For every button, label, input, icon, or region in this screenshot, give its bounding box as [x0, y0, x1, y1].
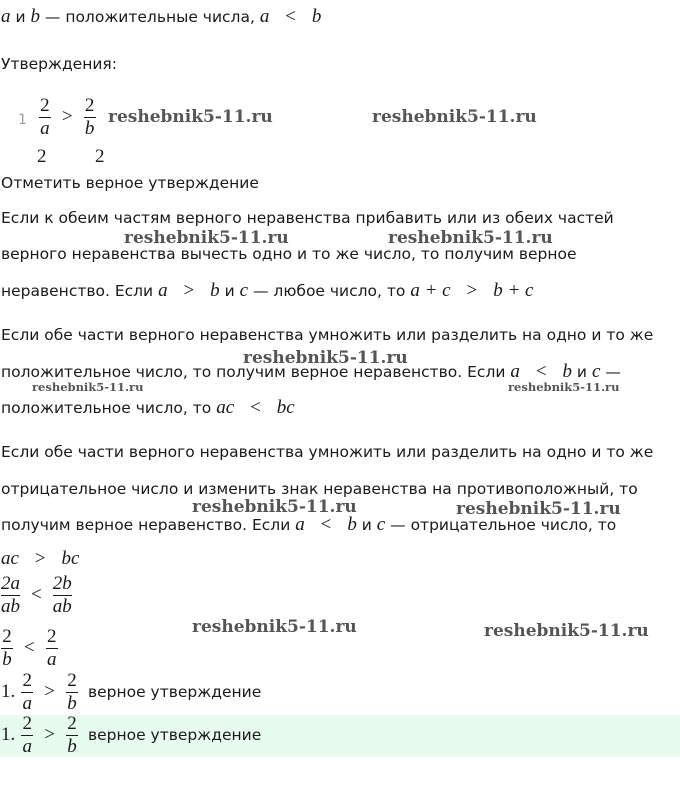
math-bc: bc	[61, 548, 80, 569]
numerator: 2	[22, 670, 32, 691]
answer-text: верное утверждение	[87, 726, 262, 744]
statement-tail-b: 2	[95, 146, 105, 167]
fraction-2-over-a	[39, 96, 51, 138]
numerator: 2	[2, 626, 12, 647]
rule2-line1: Если обе части верного неравенства умножить или разделить на одно и то же	[1, 326, 654, 344]
answer-line	[1, 714, 261, 756]
denominator: b	[67, 736, 77, 757]
numerator: 2	[67, 713, 77, 734]
text: положительное число, то	[1, 399, 212, 417]
denominator: ab	[1, 596, 20, 617]
op-lt: <	[320, 514, 332, 535]
op-lt: <	[250, 397, 261, 418]
fraction-2-over-b	[84, 96, 96, 138]
text: — любое число, то	[253, 282, 406, 300]
math-a: a	[510, 361, 520, 382]
fraction-2-over-b	[66, 714, 78, 756]
op-gt: >	[44, 681, 55, 702]
statement-1	[18, 96, 96, 138]
denominator: b	[2, 649, 12, 670]
derivation-step1	[1, 548, 79, 570]
watermark: reshebnik5-11.ru	[108, 107, 273, 127]
numerator: 2	[40, 95, 50, 116]
math-b: b	[210, 280, 220, 301]
task-text: Отметить верное утверждение	[1, 174, 259, 192]
item-number: 1.	[1, 724, 16, 745]
text: положительное число, то получим верное неравенство. Если	[1, 363, 506, 381]
greater-sign: >	[61, 106, 73, 127]
math-ac: ac	[216, 397, 235, 418]
and-word: и	[224, 282, 235, 300]
rule1-line2: верного неравенства вычесть одно и то же число, то получим верное	[1, 245, 577, 263]
op-gt: >	[44, 724, 55, 745]
denominator: b	[84, 118, 95, 139]
math-a: a	[158, 280, 168, 301]
item-number: 1.	[1, 681, 16, 702]
denominator: a	[22, 693, 32, 714]
watermark: reshebnik5-11.ru	[192, 497, 357, 517]
numerator: 2	[84, 95, 95, 116]
rel-a: a	[259, 6, 270, 27]
text: неравенство. Если	[1, 282, 154, 300]
var-b: b	[30, 6, 40, 27]
numerator: 2	[67, 670, 77, 691]
dash: —	[605, 363, 621, 381]
math-c: c	[239, 280, 249, 301]
condition-text: — положительные числа,	[44, 8, 255, 26]
op-lt: <	[535, 361, 547, 382]
rule1-line1: Если к обеим частям верного неравенства прибавить или из обеих частей	[1, 209, 614, 227]
numerator: 2	[22, 713, 32, 734]
watermark: reshebnik5-11.ru	[243, 348, 408, 368]
rule3-line1: Если обе части верного неравенства умножить или разделить на одно и то же	[1, 443, 654, 461]
math-ac: ac	[1, 548, 19, 569]
op-gt: >	[466, 280, 478, 301]
text: — отрицательное число, то	[390, 516, 617, 534]
rule1-line3	[1, 280, 533, 302]
fraction-2a-over-ab	[1, 574, 20, 616]
and-word: и	[15, 8, 26, 26]
numerator: 2	[46, 626, 57, 647]
math-c: c	[591, 361, 601, 382]
math-b: b	[347, 514, 357, 535]
fraction-2-over-b	[66, 671, 78, 713]
and-word: и	[576, 363, 587, 381]
math-a-plus-c: a + c	[410, 280, 451, 301]
condition-line	[1, 6, 321, 28]
watermark: reshebnik5-11.ru	[484, 621, 649, 641]
denominator: b	[67, 693, 77, 714]
denominator: a	[46, 649, 57, 670]
rel-op: <	[285, 6, 296, 27]
watermark: reshebnik5-11.ru	[388, 228, 553, 248]
denominator: ab	[52, 596, 72, 617]
math-b: b	[562, 361, 572, 382]
math-b-plus-c: b + c	[493, 280, 534, 301]
statements-label: Утверждения:	[1, 55, 117, 73]
fraction-2b-over-ab	[53, 574, 72, 616]
rule3-line2: отрицательное число и изменить знак неравенства на противоположный, то	[1, 480, 638, 498]
and-word: и	[361, 516, 372, 534]
fraction-2-over-a	[21, 671, 33, 713]
watermark: reshebnik5-11.ru	[124, 228, 289, 248]
math-c: c	[376, 514, 386, 535]
text: получим верное неравенство. Если	[1, 516, 291, 534]
derivation-step2	[1, 574, 72, 616]
denominator: a	[22, 736, 32, 757]
rule2-line3	[1, 397, 295, 419]
conclusion-line	[1, 671, 261, 713]
math-bc: bc	[276, 397, 295, 418]
denominator: a	[40, 118, 50, 139]
numerator: 2b	[52, 573, 72, 594]
op-gt: >	[34, 548, 46, 569]
math-a: a	[295, 514, 305, 535]
op-lt: <	[31, 584, 42, 605]
watermark: reshebnik5-11.ru	[372, 107, 537, 127]
watermark: reshebnik5-11.ru	[508, 380, 620, 394]
op-gt: >	[183, 280, 195, 301]
numerator: 2a	[1, 573, 20, 594]
fraction-2-over-b	[1, 627, 13, 669]
watermark: reshebnik5-11.ru	[32, 380, 144, 394]
op-lt: <	[24, 637, 35, 658]
statement-tail-a: 2	[37, 146, 47, 167]
derivation-step3	[1, 627, 58, 669]
watermark: reshebnik5-11.ru	[192, 617, 357, 637]
statement-number: 1	[18, 112, 27, 128]
fraction-2-over-a	[21, 714, 33, 756]
watermark: reshebnik5-11.ru	[456, 499, 621, 519]
rel-b: b	[311, 6, 322, 27]
conclusion-text: верное утверждение	[87, 683, 262, 701]
var-a: a	[1, 6, 11, 27]
fraction-2-over-a	[46, 627, 58, 669]
